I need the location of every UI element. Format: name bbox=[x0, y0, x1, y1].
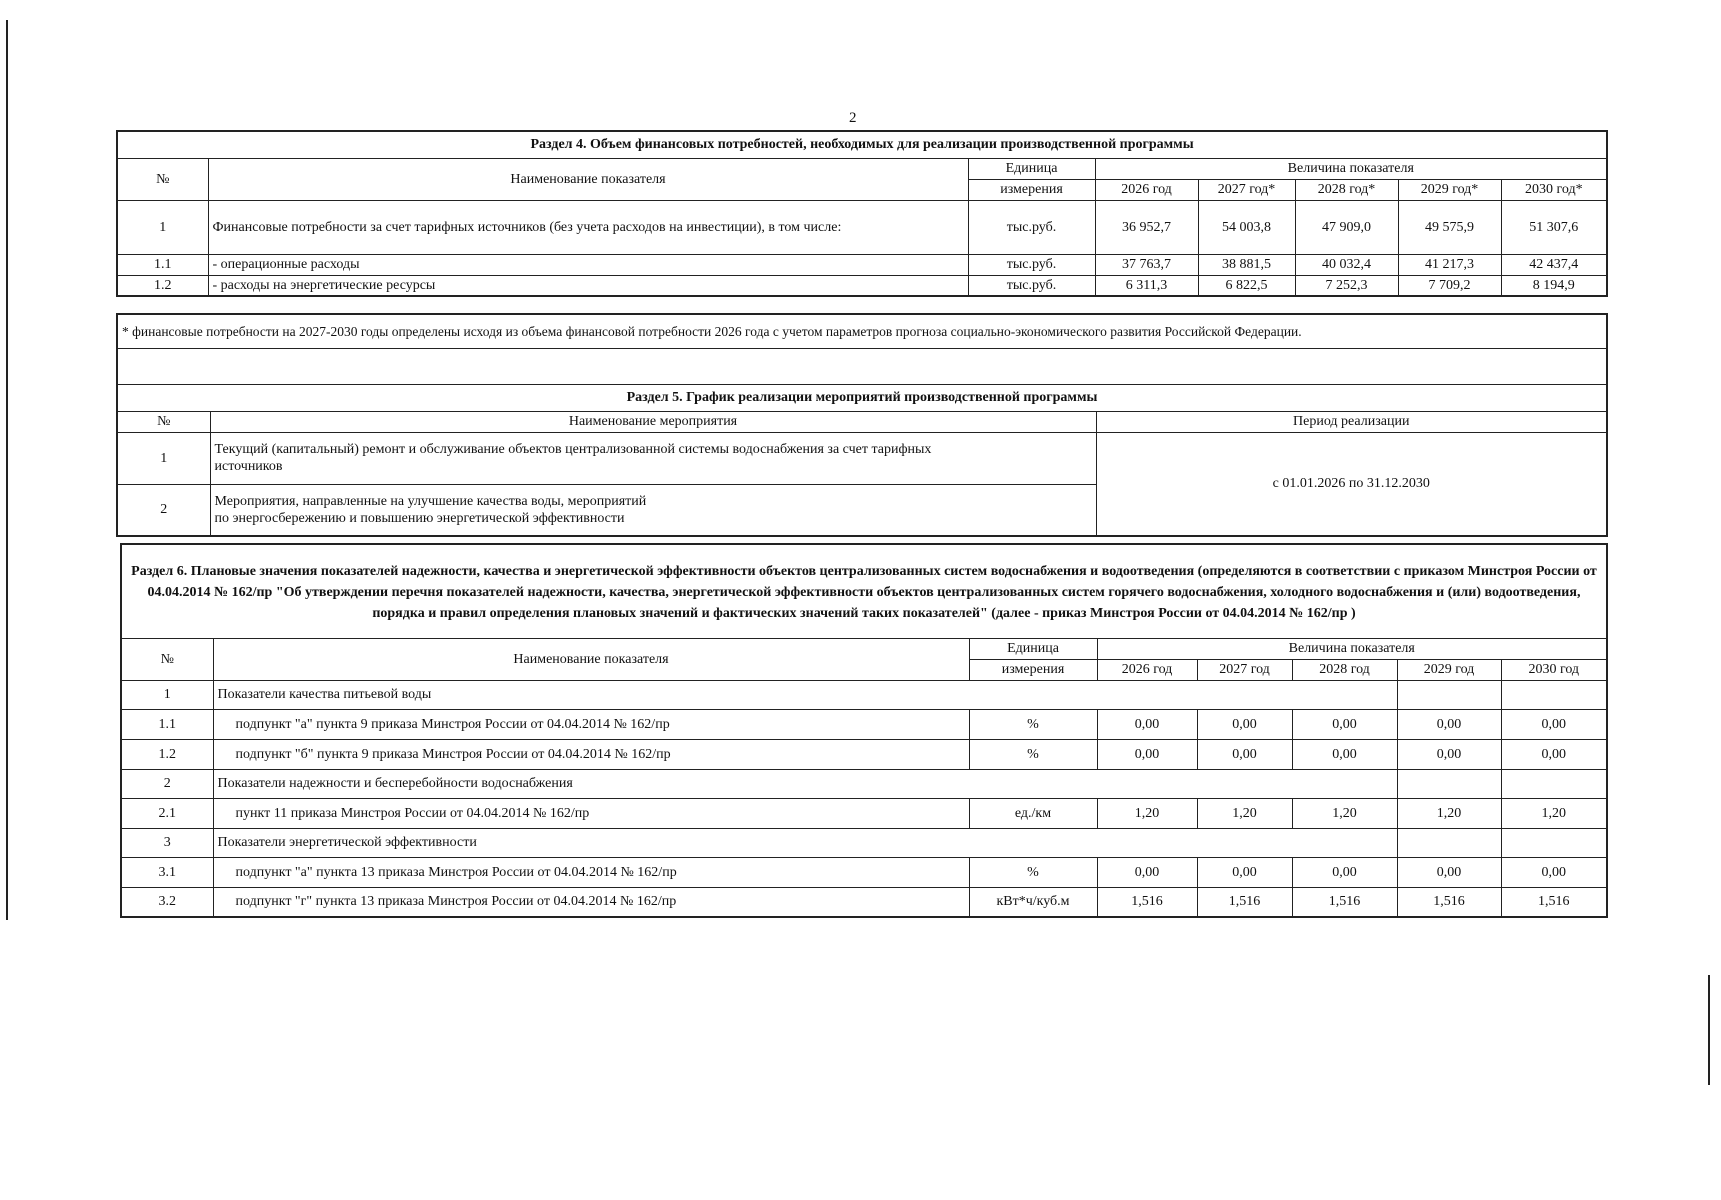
value-cell: 1,516 bbox=[1397, 887, 1501, 917]
year-header: 2030 год* bbox=[1501, 179, 1607, 200]
row-name: Финансовые потребности за счет тарифных источников (без учета расходов на инвестиции), в том числе: bbox=[208, 200, 968, 254]
value-cell: 7 252,3 bbox=[1295, 275, 1398, 296]
value-cell: 0,00 bbox=[1501, 709, 1607, 739]
group-name: Показатели надежности и бесперебойности водоснабжения bbox=[213, 769, 1397, 798]
row-name: - расходы на энергетические ресурсы bbox=[208, 275, 968, 296]
value-cell: 1,20 bbox=[1292, 798, 1397, 828]
row-unit: % bbox=[969, 857, 1097, 887]
scan-margin-line bbox=[6, 20, 8, 920]
value-cell: 54 003,8 bbox=[1198, 200, 1295, 254]
row-name: подпункт "г" пункта 13 приказа Минстроя России от 04.04.2014 № 162/пр bbox=[213, 887, 969, 917]
group-row bbox=[121, 828, 1607, 857]
value-cell: 1,516 bbox=[1097, 887, 1197, 917]
row-name bbox=[210, 484, 1096, 536]
value-cell: 0,00 bbox=[1397, 857, 1501, 887]
row-name: подпункт "б" пункта 9 приказа Минстроя России от 04.04.2014 № 162/пр bbox=[213, 739, 969, 769]
empty-cell bbox=[1397, 769, 1501, 798]
value-cell: 0,00 bbox=[1292, 739, 1397, 769]
value-cell: 1,20 bbox=[1097, 798, 1197, 828]
col-header-num: № bbox=[117, 158, 208, 200]
row-num: 2 bbox=[117, 484, 210, 536]
year-header: 2027 год* bbox=[1198, 179, 1295, 200]
row-name: пункт 11 приказа Минстроя России от 04.04.2014 № 162/пр bbox=[213, 798, 969, 828]
col-header-value: Величина показателя bbox=[1095, 158, 1607, 179]
row-name-line: источников bbox=[214, 459, 283, 474]
value-cell: 49 575,9 bbox=[1398, 200, 1501, 254]
row-num: 2.1 bbox=[121, 798, 213, 828]
table-row bbox=[117, 254, 1607, 275]
year-header: 2027 год bbox=[1197, 659, 1292, 680]
section6-title: Раздел 6. Плановые значения показателей надежности, качества и энергетической эффективности объектов централизованных систем водоснабжения и водоотведения (определяются в соответствии с приказом Минстроя России от 04.04.2014 № 162/пр "Об утверждении перечня показателей надежности, качества, энергетической эффективности объектов централизованных систем горячего водоснабжения, холодного водоснабжения и (или) водоотведения, порядка и правил определения плановых значений и фактических значений таких показателей" (далее - приказ Минстроя России от 04.04.2014 № 162/пр ) bbox=[121, 544, 1607, 638]
value-cell: 37 763,7 bbox=[1095, 254, 1198, 275]
page-number: 2 bbox=[849, 110, 857, 126]
row-num: 3.2 bbox=[121, 887, 213, 917]
col-header-num: № bbox=[117, 411, 210, 432]
value-cell: 8 194,9 bbox=[1501, 275, 1607, 296]
col-header-name: Наименование показателя bbox=[213, 638, 969, 680]
value-cell: 0,00 bbox=[1501, 739, 1607, 769]
row-num: 1 bbox=[117, 432, 210, 484]
year-header: 2030 год bbox=[1501, 659, 1607, 680]
row-num: 1.2 bbox=[117, 275, 208, 296]
section5-table bbox=[116, 313, 1608, 537]
group-row bbox=[121, 680, 1607, 709]
row-unit: ед./км bbox=[969, 798, 1097, 828]
year-header: 2029 год bbox=[1397, 659, 1501, 680]
col-header-unit-bottom: измерения bbox=[968, 179, 1095, 200]
group-row bbox=[121, 769, 1607, 798]
table-row bbox=[117, 432, 1607, 484]
row-unit: тыс.руб. bbox=[968, 254, 1095, 275]
table-row bbox=[121, 857, 1607, 887]
year-header: 2028 год* bbox=[1295, 179, 1398, 200]
row-name: подпункт "а" пункта 9 приказа Минстроя России от 04.04.2014 № 162/пр bbox=[213, 709, 969, 739]
value-cell: 1,20 bbox=[1397, 798, 1501, 828]
value-cell: 1,20 bbox=[1501, 798, 1607, 828]
row-unit: кВт*ч/куб.м bbox=[969, 887, 1097, 917]
section5-title: Раздел 5. График реализации мероприятий производственной программы bbox=[117, 384, 1607, 411]
group-name: Показатели энергетической эффективности bbox=[213, 828, 1397, 857]
value-cell: 0,00 bbox=[1197, 857, 1292, 887]
value-cell: 40 032,4 bbox=[1295, 254, 1398, 275]
row-num: 1.1 bbox=[117, 254, 208, 275]
period-cell: с 01.01.2026 по 31.12.2030 bbox=[1096, 432, 1607, 536]
value-cell: 0,00 bbox=[1097, 739, 1197, 769]
col-header-num: № bbox=[121, 638, 213, 680]
row-name-line: Мероприятия, направленные на улучшение качества воды, мероприятий bbox=[214, 493, 647, 509]
value-cell: 7 709,2 bbox=[1398, 275, 1501, 296]
row-name-line: Текущий (капитальный) ремонт и обслуживание объектов централизованной системы водоснабжения за счет тарифных bbox=[214, 442, 932, 457]
table-row bbox=[117, 200, 1607, 254]
row-unit: тыс.руб. bbox=[968, 275, 1095, 296]
row-name bbox=[210, 432, 1096, 484]
col-header-period: Период реализации bbox=[1096, 411, 1607, 432]
col-header-name: Наименование показателя bbox=[208, 158, 968, 200]
value-cell: 0,00 bbox=[1397, 739, 1501, 769]
empty-cell bbox=[1501, 680, 1607, 709]
value-cell: 47 909,0 bbox=[1295, 200, 1398, 254]
group-num: 3 bbox=[121, 828, 213, 857]
row-name: - операционные расходы bbox=[208, 254, 968, 275]
table-row bbox=[121, 739, 1607, 769]
row-num: 1 bbox=[117, 200, 208, 254]
table-row bbox=[121, 709, 1607, 739]
value-cell: 1,20 bbox=[1197, 798, 1292, 828]
col-header-unit-bottom: измерения bbox=[969, 659, 1097, 680]
scan-edge-mark bbox=[1708, 975, 1710, 1085]
value-cell: 0,00 bbox=[1397, 709, 1501, 739]
empty-cell bbox=[1501, 828, 1607, 857]
row-unit: % bbox=[969, 709, 1097, 739]
value-cell: 0,00 bbox=[1197, 739, 1292, 769]
row-num: 1.1 bbox=[121, 709, 213, 739]
value-cell: 41 217,3 bbox=[1398, 254, 1501, 275]
group-num: 2 bbox=[121, 769, 213, 798]
row-name-line: по энергосбережению и повышению энергетической эффективности bbox=[214, 510, 625, 526]
col-header-name: Наименование мероприятия bbox=[210, 411, 1096, 432]
value-cell: 0,00 bbox=[1501, 857, 1607, 887]
table-row bbox=[121, 887, 1607, 917]
value-cell: 0,00 bbox=[1097, 709, 1197, 739]
empty-cell bbox=[1397, 680, 1501, 709]
col-header-value: Величина показателя bbox=[1097, 638, 1607, 659]
group-num: 1 bbox=[121, 680, 213, 709]
value-cell: 1,516 bbox=[1197, 887, 1292, 917]
year-header: 2026 год bbox=[1097, 659, 1197, 680]
table-row bbox=[117, 275, 1607, 296]
col-header-unit-top: Единица bbox=[969, 638, 1097, 659]
value-cell: 1,516 bbox=[1501, 887, 1607, 917]
value-cell: 6 311,3 bbox=[1095, 275, 1198, 296]
row-unit: % bbox=[969, 739, 1097, 769]
year-header: 2028 год bbox=[1292, 659, 1397, 680]
year-header: 2029 год* bbox=[1398, 179, 1501, 200]
blank-separator-row bbox=[117, 348, 1607, 384]
row-num: 3.1 bbox=[121, 857, 213, 887]
value-cell: 1,516 bbox=[1292, 887, 1397, 917]
col-header-unit-top: Единица bbox=[968, 158, 1095, 179]
value-cell: 6 822,5 bbox=[1198, 275, 1295, 296]
value-cell: 0,00 bbox=[1197, 709, 1292, 739]
row-name: подпункт "а" пункта 13 приказа Минстроя России от 04.04.2014 № 162/пр bbox=[213, 857, 969, 887]
table-row bbox=[121, 798, 1607, 828]
section4-table bbox=[116, 130, 1608, 297]
value-cell: 0,00 bbox=[1292, 709, 1397, 739]
empty-cell bbox=[1501, 769, 1607, 798]
section4-footnote: * финансовые потребности на 2027-2030 годы определены исходя из объема финансовой потребности 2026 года с учетом параметров прогноза социально-экономического развития Российской Федерации. bbox=[117, 314, 1607, 348]
group-name: Показатели качества питьевой воды bbox=[213, 680, 1397, 709]
row-num: 1.2 bbox=[121, 739, 213, 769]
row-unit: тыс.руб. bbox=[968, 200, 1095, 254]
value-cell: 38 881,5 bbox=[1198, 254, 1295, 275]
value-cell: 51 307,6 bbox=[1501, 200, 1607, 254]
empty-cell bbox=[1397, 828, 1501, 857]
value-cell: 42 437,4 bbox=[1501, 254, 1607, 275]
value-cell: 0,00 bbox=[1097, 857, 1197, 887]
year-header: 2026 год bbox=[1095, 179, 1198, 200]
value-cell: 0,00 bbox=[1292, 857, 1397, 887]
section6-table bbox=[120, 543, 1608, 918]
section4-title: Раздел 4. Объем финансовых потребностей, необходимых для реализации производственной программы bbox=[117, 131, 1607, 158]
value-cell: 36 952,7 bbox=[1095, 200, 1198, 254]
